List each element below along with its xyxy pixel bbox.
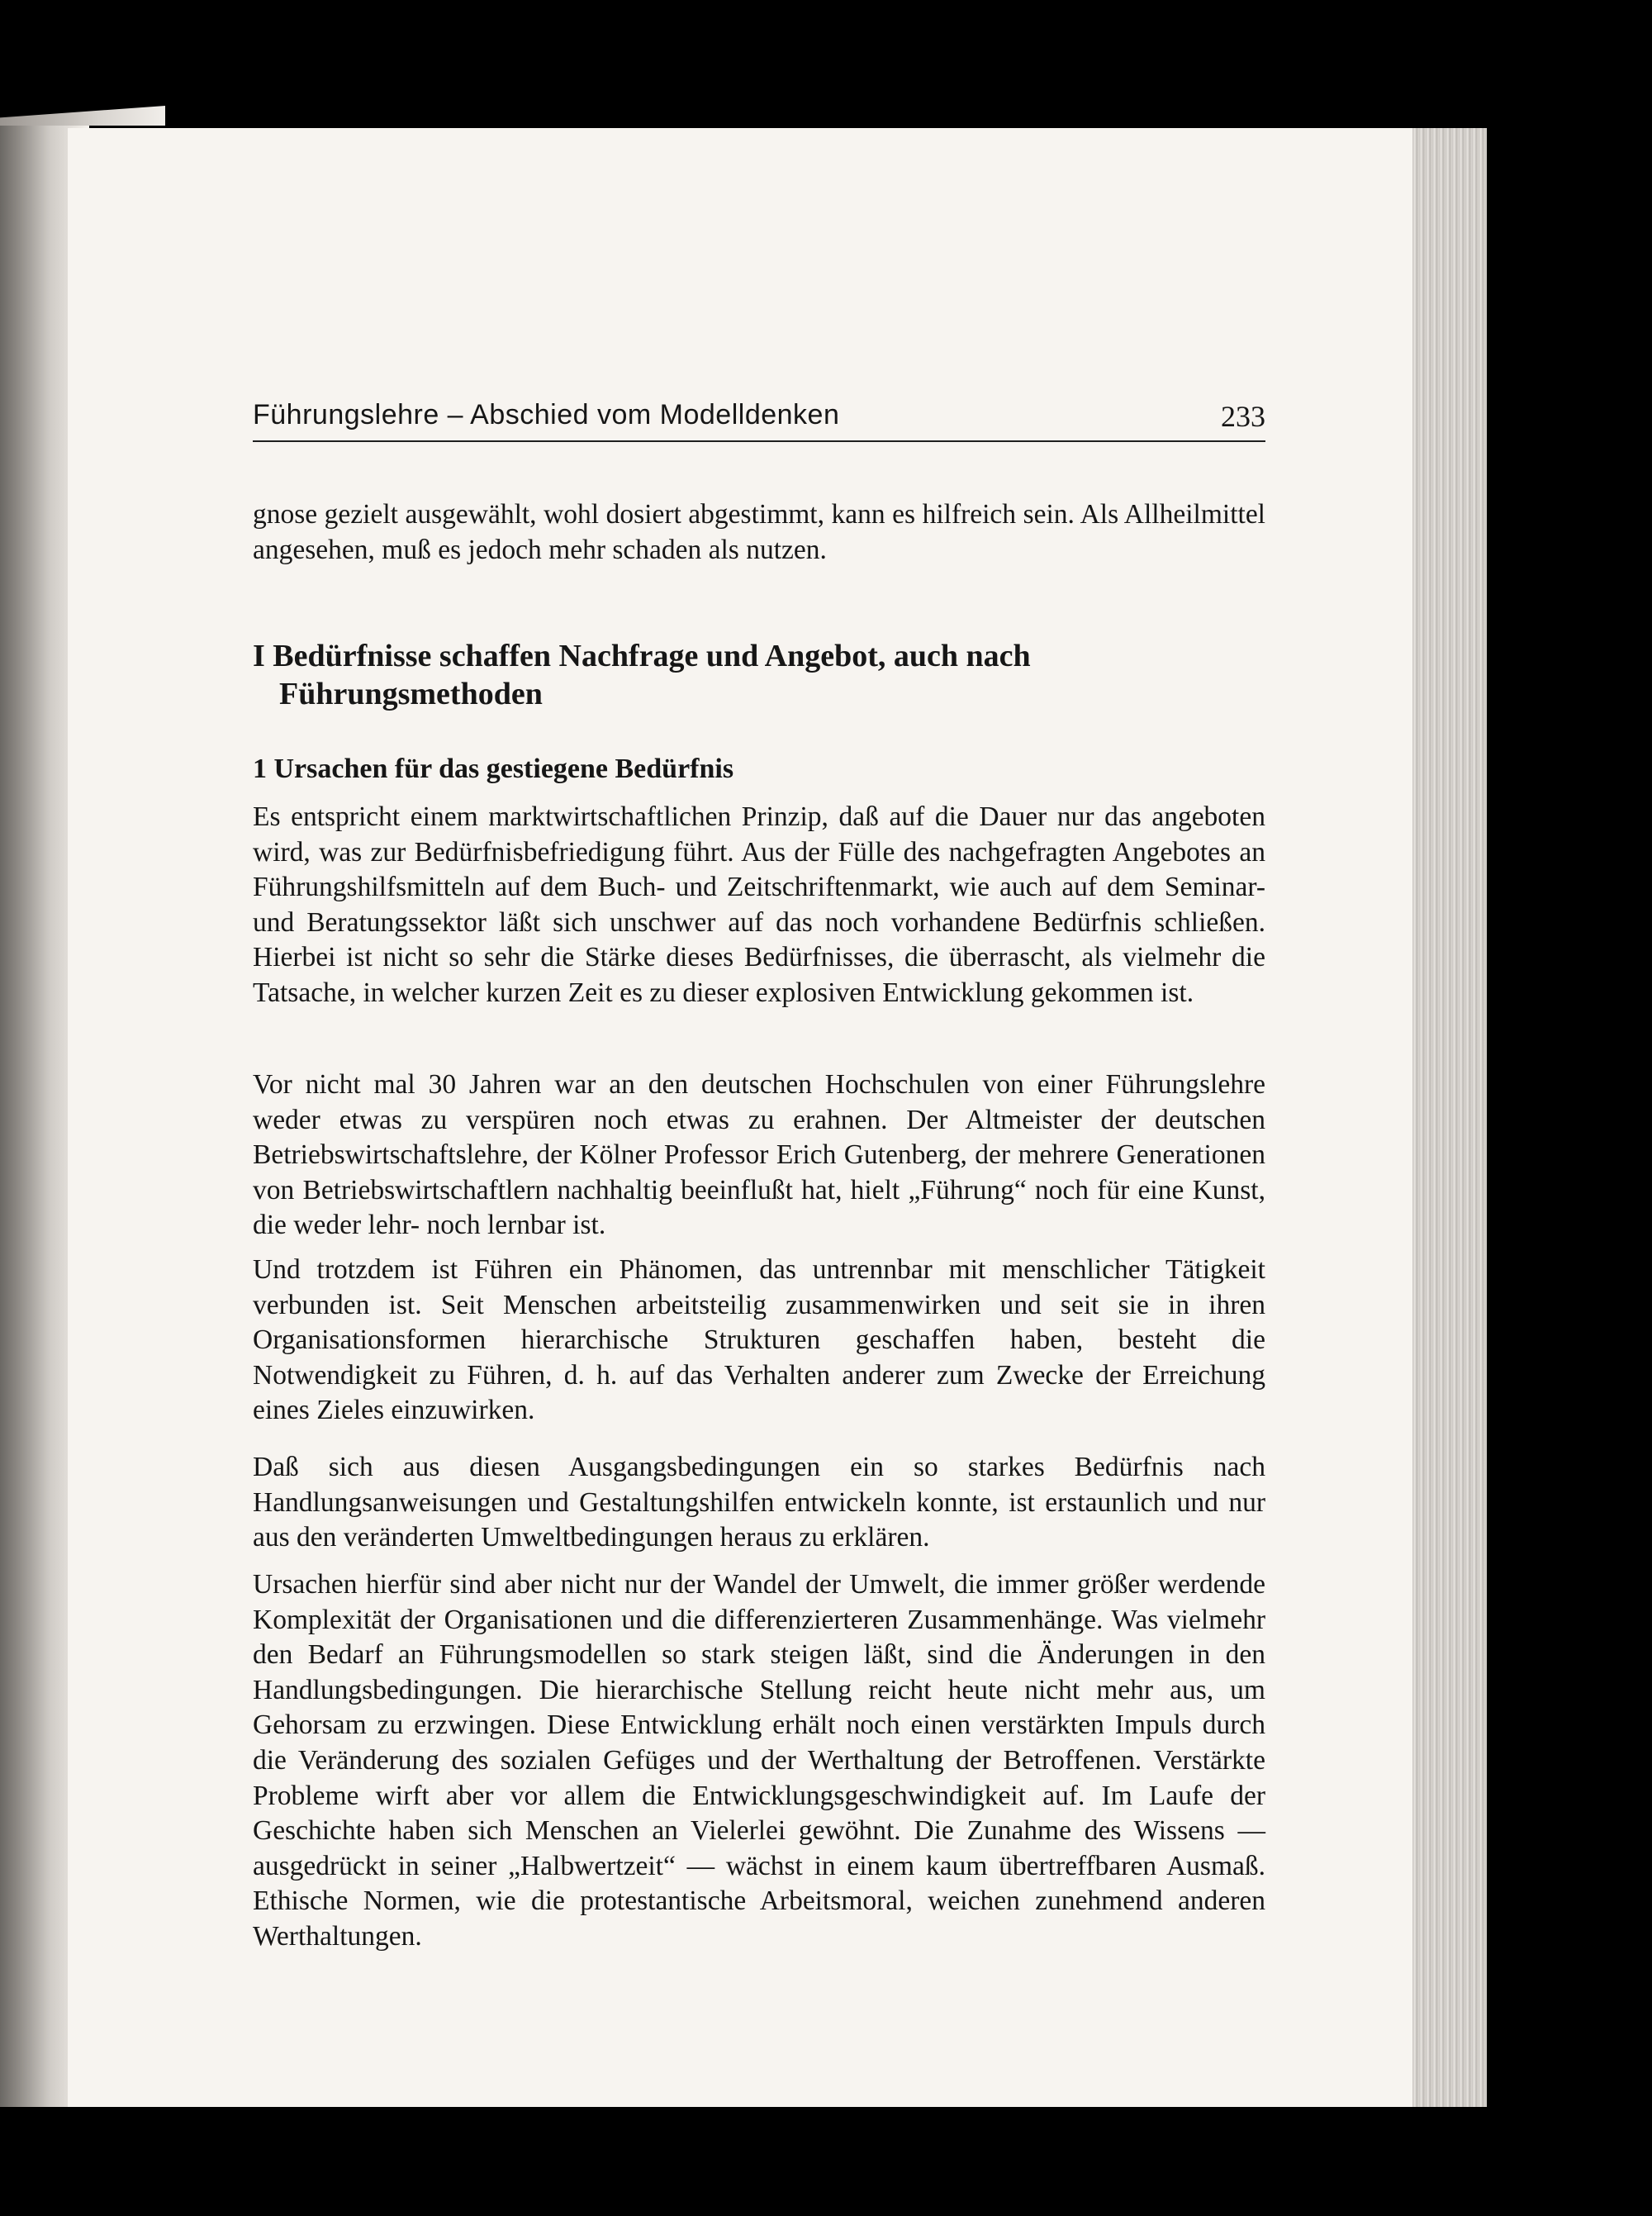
- paragraph: Vor nicht mal 30 Jahren war an den deutschen Hochschulen von einer Führungslehre weder etwas zu verspüren noch etwas zu erahnen. Der Altmeister der deutschen Betriebswirtschaftslehre, der Kölner Professor Erich Gutenberg, der mehrere Generationen von Betriebswirtschaftlern nachhaltig beeinflußt hat, hielt „Führung“ noch für eine Kunst, die weder lehr- noch lernbar ist.: [253, 1069, 1265, 1241]
- paragraph: Daß sich aus diesen Ausgangsbedingungen ein so starkes Bedürfnis nach Handlungsanweisungen und Gestaltungshilfen entwickeln konnte, ist erstaunlich und nur aus den veränderten Umweltbedingungen heraus zu erklären.: [253, 1452, 1265, 1553]
- page-fore-edge: [1412, 128, 1487, 2107]
- paragraph: Ursachen hierfür sind aber nicht nur der Wandel der Umwelt, die immer größer werdende Komplexität der Organisationen und die differenzierteren Zusammenhänge. Was vielmehr den Bedarf an Führungsmodellen so stark steigen läßt, sind die Änderungen in den Handlungsbedingungen. Die hierarchische Stellung reicht heute nicht mehr aus, um Gehorsam zu erzwingen. Diese Entwicklung erhält noch einen verstärkten Impuls durch die Veränderung des sozialen Gefüges und der Werthaltung der Betroffenen. Verstärkte Probleme wirft aber vor allem die Entwicklungsgeschwindigkeit auf. Im Laufe der Geschichte haben sich Menschen an Vielerlei gewöhnt. Die Zunahme des Wissens — ausgedrückt in seiner „Halbwertzeit“ — wächst in einem kaum übertreffbaren Ausmaß. Ethische Normen, wie die protestantische Arbeitsmoral, weichen zunehmend anderen Werthaltungen.: [253, 1569, 1265, 1952]
- paragraph: Es entspricht einem marktwirtschaftlichen Prinzip, daß auf die Dauer nur das angeboten wird, was zur Bedürfnisbefriedigung führt. Aus der Fülle des nachgefragten Angebotes an Führungshilfsmitteln auf dem Buch- und Zeitschriftenmarkt, wie auch auf dem Seminar- und Beratungssektor läßt sich unschwer auf das noch vorhandene Bedürfnis schließen. Hierbei ist nicht so sehr die Stärke dieses Bedürfnisses, die überrascht, als vielmehr die Tatsache, in welcher kurzen Zeit es zu dieser explosiven Entwicklung gekommen ist.: [253, 801, 1265, 1008]
- paragraph: Und trotzdem ist Führen ein Phänomen, das untrennbar mit menschlicher Tätigkeit verbunden ist. Seit Menschen arbeitsteilig zusammenwirken und seit sie in ihren Organisationsformen hierarchische Strukturen geschaffen haben, besteht die Notwendigkeit zu Führen, d. h. auf das Verhalten anderer zum Zwecke der Erreichung eines Zieles einzuwirken.: [253, 1254, 1265, 1426]
- page-number: 233: [1221, 400, 1265, 433]
- paragraph-continuation: gnose gezielt ausgewählt, wohl dosiert abgestimmt, kann es hilfreich sein. Als Allheilmittel angesehen, muß es jedoch mehr schaden als nutzen.: [253, 499, 1265, 565]
- book-page: [68, 128, 1485, 2107]
- page-scrap: [0, 106, 165, 126]
- subsection-heading: 1 Ursachen für das gestiegene Bedürfnis: [253, 754, 734, 784]
- section-heading: I Bedürfnisse schaffen Nachfrage und Angebot, auch nach Führungsmethoden: [253, 639, 1031, 711]
- running-head-title: Führungslehre – Abschied vom Modelldenken: [253, 399, 840, 430]
- running-head: [253, 399, 1265, 442]
